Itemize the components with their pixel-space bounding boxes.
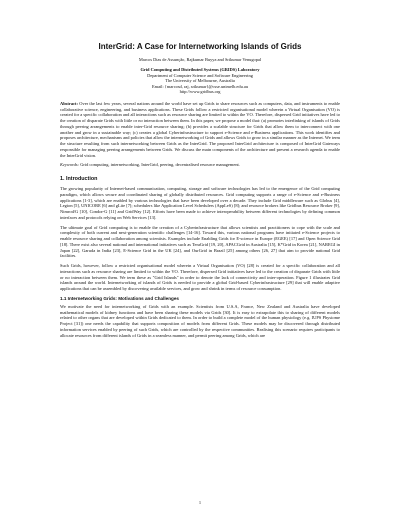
intro-paragraph-3: Such Grids, however, follow a restricted organisational model wherein a Virtual Organisation (VO) [28] is created for a specific collaboration and all interactions such as resource sharing are limited to within the VO. Therefore, dispersed Grid initiatives have led to the creation of disparate Grids with little or no interaction between them. We term these as "Grid Islands" in order to denote the lack of connectivity and inter-operation. Figure 1 illustrates Grid islands around the world. Internetworking of islands of Grids is needed to provide a global Grid-based Cyberinfrastructure [29] that will enable adaptive applications that can be assembled by discovering available services, and grow and shrink in terms of resource consumption. — [60, 263, 340, 292]
affiliation-university: The University of Melbourne, Australia — [165, 78, 235, 84]
intro-paragraph-2: The ultimate goal of Grid computing is to enable the creation of a Cyberinfrastructure that allows scientists and practitioners to cope with the scale and complexity of both current and next-generation scientific challenges [14-16]. Toward this, various national programs have initiated e-Science projects to enable resource sharing and collaboration among scientists. Examples include Enabling Grids for E-science in Europe (EGEE) [17] and Open Science Grid [18]. There exist also several national and international initiatives such as TeraGrid [19, 20], APACGrid in Australia [15], K*Grid in Korea [21], NAREGI in Japan [22], Garuda in India [23], E-Science Grid in the UK [24], and OurGrid in Brazil [25] among others [26, 27] that aim to provide national Grid facilities. — [60, 224, 340, 259]
abstract-label: Abstract: — [60, 100, 78, 106]
page-number: 1 — [198, 500, 202, 505]
keywords-text: Grid computing, internetworking, InterGrid, peering, decentralised resource management. — [80, 162, 240, 168]
affiliation-email: Email: {marcosd, raj, srikumar}@csse.unimelb.edu.au — [151, 83, 249, 89]
abstract-text: Over the last few years, several nations around the world have set up Grids to share resources such as computers, data, and instruments to enable collaborative science, engineering, and business applications. These Grids follow a restricted organisational model wherein a Virtual Organisation (VO) is created for a specific collaboration and all interactions such as resource sharing are limited to within the VO. Therefore, dispersed Grid initiatives have led to the creation of disparate Grids with little or no interaction between them. In this paper, we propose a model that: (a) promotes interlinking of islands of Grids through peering arrangements to enable inter-Grid resource sharing; (b) provides a scalable structure for Grids that allow them to interconnect with one another and grow in a sustainable way; (c) creates a global Cyberinfrastructure to support e-Science and e-Business applications. This work identifies and proposes architecture, mechanisms and policies that allow the internetworking of Grids and allows Grids to grow in a similar manner as the Internet. We term the structure resulting from such internetworking between Grids as the InterGrid. The proposed InterGrid architecture is composed of InterGrid Gateways responsible for managing peering arrangements between Grids. We discuss the main components of the architecture and present a research agenda to enable the InterGrid vision. — [60, 100, 341, 158]
affiliation-url[interactable]: http://www.gridbus.org — [179, 89, 221, 95]
author-list: Marcos Dias de Assunção, Rajkumar Buyya and Srikumar Venugopal — [138, 57, 262, 62]
keywords-label: Keywords: — [60, 162, 80, 168]
keywords — [60, 162, 340, 168]
paper-title: InterGrid: A Case for Internetworking Islands of Grids — [98, 42, 302, 51]
abstract — [60, 101, 340, 159]
subsection-heading-motivations: 1.1 Internetworking Grids: Motivations and Challenges — [60, 295, 179, 301]
affiliation-dept: Department of Computer Science and Software Engineering — [147, 72, 253, 78]
intro-paragraph-1: The growing popularity of Internet-based communication, computing, storage and software technologies has led to the emergence of the Grid computing paradigm, which allows secure and coordinated sharing of globally distributed resources. Grid computing supports a range of e-Science and e-Business applications [1-3], which are enabled by various technologies that have been developed over a decade. They include Grid middleware such as Globus [4], Legion [5], UNICORE [6] and gLite [7]; schedulers like Application Level Schedulers (AppLeS) [8]; and resource brokers like Gridbus Resource Broker [9], Nimrod/G [10], Condor-G [11] and GridWay [12]. Efforts have been made to achieve interoperability between different technologies by defining common interfaces and protocols relying on Web Services [13]. — [60, 186, 340, 220]
affiliation-block — [60, 67, 340, 95]
section-heading-introduction: 1. Introduction — [60, 176, 98, 183]
motivations-paragraph-1: We motivate the need for internetworking of Grids with an example. Scientists from U.S.A, France, New Zealand and Australia have developed mathematical models of kidney functions and have been sharing these models via Grids [30]. It is easy to extrapolate this to sharing of different models related to other organs that are developed within Grids dedicated to them. In order to build a complete model of the human physiology (e.g. IUPS Physiome Project [31]) one needs the capability that supports composition of models from different Grids. These models may be discovered through distributed information services enabled by peering of such Grids, which are controlled by the respective communities. Realising this scenario requires participants to allocate resources from different islands of Grids in a seamless manner, and permit peering among Grids, which are — [60, 303, 340, 338]
affiliation-lab: Grid Computing and Distributed Systems (GRIDS) Laboratory — [140, 67, 260, 72]
